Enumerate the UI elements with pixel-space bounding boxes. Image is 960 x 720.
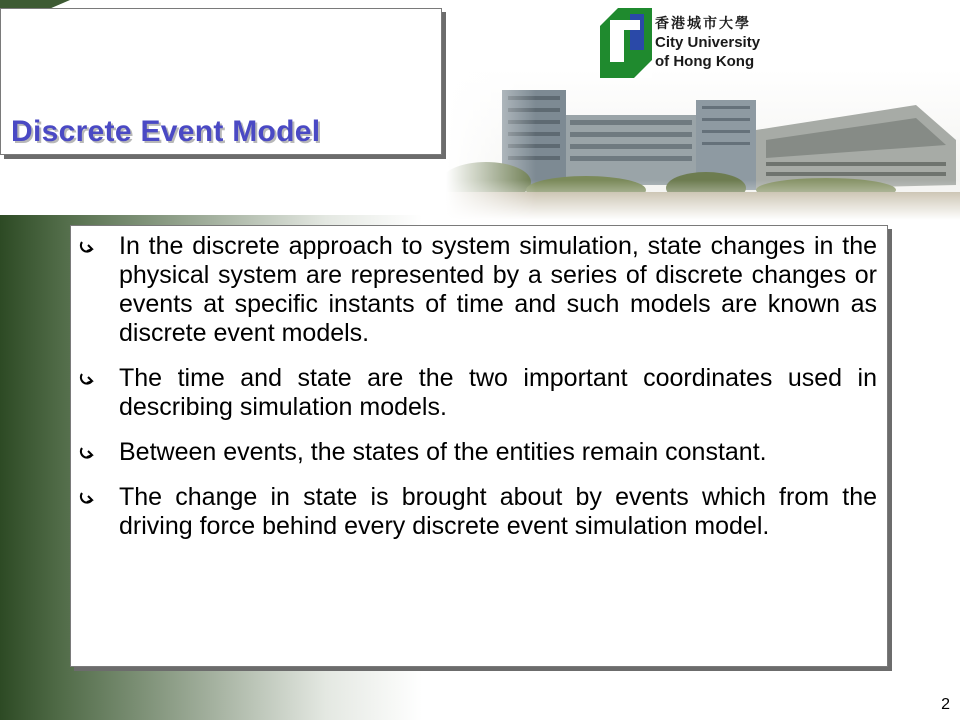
page-number: 2 (941, 696, 950, 713)
university-logo-text (655, 14, 760, 71)
arrow-bullet-icon (79, 445, 95, 461)
content-box (70, 225, 888, 667)
arrow-bullet-icon (79, 371, 95, 387)
bullet-text: The change in state is brought about by events which from the driving force behind every discrete event simulation model. (119, 483, 877, 540)
bullet-text: Between events, the states of the entities remain constant. (119, 438, 767, 466)
bullet-text: The time and state are the two important coordinates used in describing simulation models. (119, 364, 877, 421)
university-name-line1: City University (655, 34, 761, 51)
campus-photo (446, 70, 960, 220)
arrow-bullet-icon (79, 239, 95, 255)
arrow-bullet-icon (79, 490, 95, 506)
bullet-text: In the discrete approach to system simulation, state changes in the physical system are represented by a series of discrete changes or events at specific instants of time and such models are known as discrete event models. (119, 232, 877, 347)
university-name-line2: of Hong Kong (655, 53, 755, 70)
university-chinese-name: 香港城市大學 (655, 15, 751, 31)
slide-title: Discrete Event Model (11, 115, 321, 148)
title-box (0, 8, 442, 155)
bullet-item (119, 438, 877, 467)
bullet-item (119, 232, 877, 348)
bullet-item (119, 483, 877, 541)
bullet-item (119, 364, 877, 422)
bullet-list (71, 226, 887, 541)
